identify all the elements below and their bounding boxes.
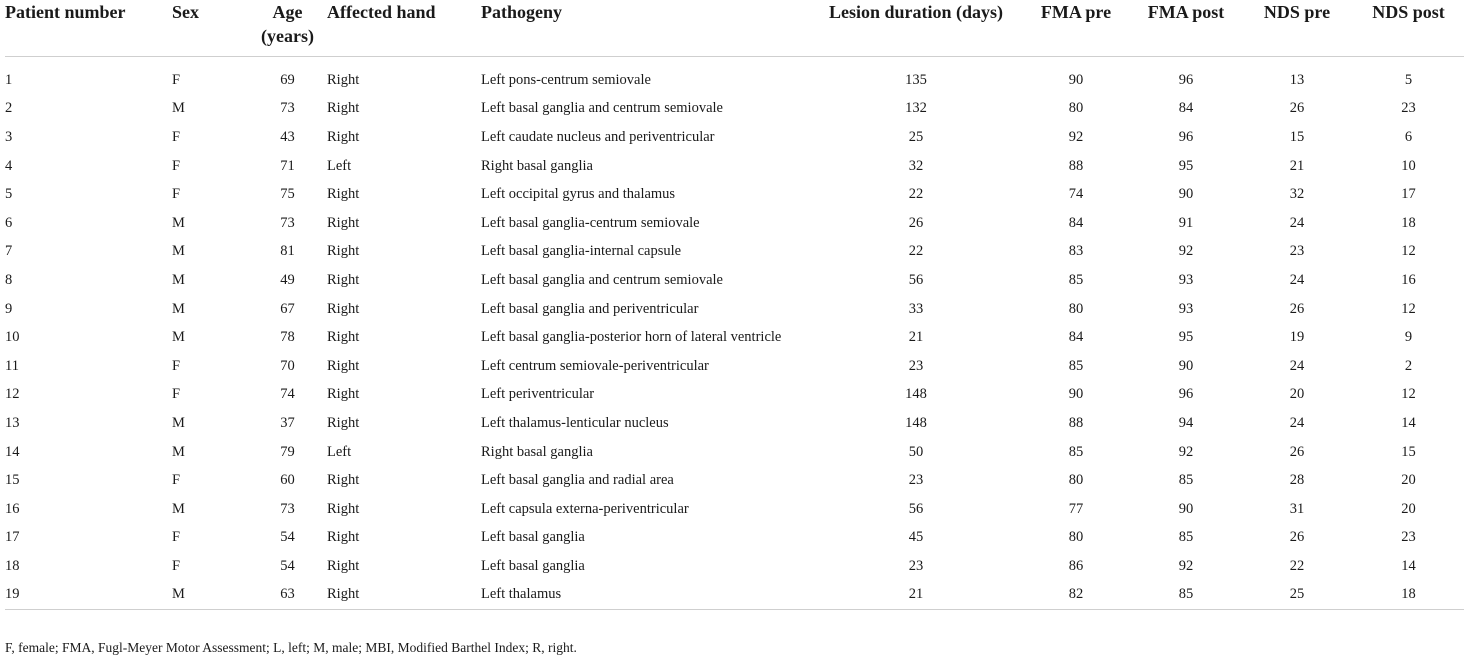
table-cell: 6 bbox=[5, 214, 13, 231]
table-cell: M bbox=[172, 271, 185, 288]
table-cell: 148 bbox=[905, 414, 927, 431]
table-cell: Left occipital gyrus and thalamus bbox=[481, 186, 676, 203]
table-cell: 37 bbox=[280, 414, 295, 431]
table-cell: Right bbox=[327, 271, 360, 288]
table-row bbox=[5, 238, 1464, 267]
table-cell: 80 bbox=[1068, 529, 1084, 546]
table-cell: 28 bbox=[1289, 472, 1305, 489]
header-row bbox=[5, 0, 1464, 57]
table-cell: 96 bbox=[1178, 128, 1194, 145]
table-cell: 73 bbox=[280, 500, 295, 517]
table-cell: Right bbox=[327, 71, 360, 88]
table-cell: 74 bbox=[1068, 186, 1084, 203]
table-cell: 14 bbox=[1401, 557, 1416, 574]
table-cell: 85 bbox=[1178, 472, 1194, 489]
table-cell: 14 bbox=[5, 443, 20, 460]
table-row bbox=[5, 180, 1464, 209]
table-cell: 79 bbox=[280, 443, 295, 460]
table-cell: 83 bbox=[1068, 243, 1084, 260]
table-cell: Left bbox=[327, 157, 352, 174]
table-cell: Left basal ganglia-internal capsule bbox=[481, 243, 682, 260]
table-row bbox=[5, 152, 1464, 181]
table-cell: F bbox=[172, 386, 181, 403]
table-row bbox=[5, 495, 1464, 524]
table-row bbox=[5, 524, 1464, 553]
table-cell: Right bbox=[327, 414, 360, 431]
table-cell: 85 bbox=[1068, 357, 1084, 374]
table-cell: 22 bbox=[908, 243, 924, 260]
table-cell: Left basal ganglia bbox=[481, 557, 585, 574]
table-cell: M bbox=[172, 100, 185, 117]
table-cell: Left basal ganglia and radial area bbox=[481, 472, 674, 489]
column-header: Age (years) bbox=[248, 0, 327, 57]
table-cell: Left bbox=[327, 443, 352, 460]
table-cell: 92 bbox=[1178, 443, 1194, 460]
table-cell: 18 bbox=[5, 557, 20, 574]
table-cell: 9 bbox=[1404, 329, 1413, 346]
table-cell: 60 bbox=[280, 472, 295, 489]
table-cell: M bbox=[172, 581, 248, 610]
table-row bbox=[5, 466, 1464, 495]
table-row bbox=[5, 323, 1464, 352]
table-cell: Right bbox=[327, 529, 360, 546]
table-cell: 77 bbox=[1068, 500, 1084, 517]
table-cell: 5 bbox=[5, 186, 13, 203]
table-cell: 22 bbox=[908, 186, 924, 203]
table-cell: 135 bbox=[905, 71, 927, 88]
table-row bbox=[5, 66, 1464, 95]
table-cell: 21 bbox=[1289, 157, 1305, 174]
table-cell: 86 bbox=[1068, 557, 1084, 574]
table-cell: 26 bbox=[1289, 100, 1305, 117]
table-cell: Right bbox=[327, 300, 360, 317]
table-cell: Right basal ganglia bbox=[481, 157, 593, 174]
table-cell: 25 bbox=[908, 128, 924, 145]
table-cell: F bbox=[172, 71, 181, 88]
table-cell: 2 bbox=[5, 100, 13, 117]
table-cell: 19 bbox=[5, 581, 172, 610]
table-cell: 43 bbox=[280, 128, 295, 145]
table-cell: 7 bbox=[5, 243, 13, 260]
table-cell: 93 bbox=[1178, 271, 1194, 288]
table-cell: 12 bbox=[5, 386, 20, 403]
table-cell: 84 bbox=[1068, 214, 1084, 231]
table-cell: 19 bbox=[1289, 329, 1305, 346]
table-cell: 90 bbox=[1178, 500, 1194, 517]
table-row bbox=[5, 381, 1464, 410]
table-cell: 16 bbox=[1401, 271, 1416, 288]
table-cell: Left basal ganglia and centrum semiovale bbox=[481, 100, 723, 117]
table-cell: 2 bbox=[1404, 357, 1413, 374]
table-cell: 85 bbox=[1131, 581, 1241, 610]
table-cell: 9 bbox=[5, 300, 13, 317]
table-cell: 84 bbox=[1068, 329, 1084, 346]
table-cell: Left centrum semiovale-periventricular bbox=[481, 357, 709, 374]
table-cell: Right bbox=[327, 214, 360, 231]
table-cell: 74 bbox=[280, 386, 295, 403]
table-cell: 45 bbox=[908, 529, 924, 546]
table-row bbox=[5, 438, 1464, 467]
table-row bbox=[5, 123, 1464, 152]
table-cell: 69 bbox=[280, 71, 295, 88]
table-cell: 15 bbox=[5, 472, 20, 489]
column-header: NDS post bbox=[1353, 0, 1464, 57]
column-header: Patient number bbox=[5, 0, 172, 57]
table-cell: Right basal ganglia bbox=[481, 443, 593, 460]
table-row bbox=[5, 581, 1464, 610]
table-cell: 63 bbox=[248, 581, 327, 610]
table-cell: 11 bbox=[5, 357, 19, 374]
table-cell: 90 bbox=[1068, 386, 1084, 403]
spacer-row bbox=[5, 57, 1464, 67]
table-row bbox=[5, 95, 1464, 124]
table-cell: 23 bbox=[1289, 243, 1305, 260]
table-cell: 16 bbox=[5, 500, 20, 517]
table-row bbox=[5, 552, 1464, 581]
table-cell: F bbox=[172, 186, 181, 203]
column-header: Sex bbox=[172, 0, 248, 57]
table-cell: 90 bbox=[1068, 71, 1084, 88]
table-cell: F bbox=[172, 557, 181, 574]
table-cell: 3 bbox=[5, 128, 13, 145]
column-header: Affected hand bbox=[327, 0, 481, 57]
table-cell: 78 bbox=[280, 329, 295, 346]
table-cell: 73 bbox=[280, 100, 295, 117]
table-cell: 12 bbox=[1401, 243, 1416, 260]
table-cell: 50 bbox=[908, 443, 924, 460]
table-cell: 91 bbox=[1178, 214, 1194, 231]
table-cell: M bbox=[172, 329, 185, 346]
table-cell: 23 bbox=[908, 357, 924, 374]
table-cell: 17 bbox=[5, 529, 20, 546]
table-cell: 13 bbox=[1289, 71, 1305, 88]
table-cell: Right bbox=[327, 243, 360, 260]
table-cell: 85 bbox=[1068, 271, 1084, 288]
table-cell: 95 bbox=[1178, 329, 1194, 346]
table-cell: 14 bbox=[1401, 414, 1416, 431]
table-cell: 56 bbox=[908, 271, 924, 288]
table-cell: 26 bbox=[1289, 529, 1305, 546]
table-cell: 18 bbox=[1353, 581, 1464, 610]
table-row bbox=[5, 409, 1464, 438]
table-cell: 96 bbox=[1178, 71, 1194, 88]
table-cell: 81 bbox=[280, 243, 295, 260]
table-cell: 23 bbox=[1401, 100, 1416, 117]
table-cell: Left basal ganglia-centrum semiovale bbox=[481, 214, 700, 231]
table-footnote: F, female; FMA, Fugl-Meyer Motor Assessment; L, left; M, male; MBI, Modified Barthel Index; R, right. bbox=[5, 640, 577, 655]
table-row bbox=[5, 266, 1464, 295]
table-cell: 23 bbox=[1401, 529, 1416, 546]
table-cell: 90 bbox=[1178, 357, 1194, 374]
table-cell: 26 bbox=[908, 214, 924, 231]
column-header: FMA post bbox=[1131, 0, 1241, 57]
table-cell: 32 bbox=[1289, 186, 1305, 203]
table-cell: 18 bbox=[1401, 214, 1416, 231]
table-cell: F bbox=[172, 529, 181, 546]
table-cell: 49 bbox=[280, 271, 295, 288]
table-cell: 26 bbox=[1289, 443, 1305, 460]
table-cell: 20 bbox=[1401, 472, 1416, 489]
table-cell: 88 bbox=[1068, 414, 1084, 431]
table-cell: 20 bbox=[1401, 500, 1416, 517]
table-cell: 132 bbox=[905, 100, 927, 117]
table-cell: M bbox=[172, 414, 185, 431]
table-cell: Left caudate nucleus and periventricular bbox=[481, 128, 715, 145]
table-cell: 21 bbox=[811, 581, 1021, 610]
table-cell: 8 bbox=[5, 271, 13, 288]
table-cell: Right bbox=[327, 500, 360, 517]
table-cell: 24 bbox=[1289, 271, 1305, 288]
table-cell: F bbox=[172, 472, 181, 489]
column-header: Lesion duration (days) bbox=[811, 0, 1021, 57]
table-cell: Left periventricular bbox=[481, 386, 595, 403]
table-cell: 70 bbox=[280, 357, 295, 374]
table-header bbox=[5, 0, 1464, 57]
table-cell: 32 bbox=[908, 157, 924, 174]
table-cell: 15 bbox=[1289, 128, 1305, 145]
table-cell: Left capsula externa-periventricular bbox=[481, 500, 689, 517]
table-cell: 84 bbox=[1178, 100, 1194, 117]
table-cell: 92 bbox=[1178, 243, 1194, 260]
table-cell: Left pons-centrum semiovale bbox=[481, 71, 651, 88]
table-cell: 4 bbox=[5, 157, 13, 174]
column-header: FMA pre bbox=[1021, 0, 1131, 57]
table-cell: 31 bbox=[1289, 500, 1305, 517]
table-cell: 15 bbox=[1401, 443, 1416, 460]
table-cell: 22 bbox=[1289, 557, 1305, 574]
table-cell: Left basal ganglia and centrum semiovale bbox=[481, 271, 723, 288]
table-cell: 73 bbox=[280, 214, 295, 231]
table-cell: 94 bbox=[1178, 414, 1194, 431]
table-cell: Right bbox=[327, 386, 360, 403]
table-cell: Right bbox=[327, 128, 360, 145]
table-cell: 80 bbox=[1068, 300, 1084, 317]
table-cell: 90 bbox=[1178, 186, 1194, 203]
table-cell: 10 bbox=[1401, 157, 1416, 174]
table-cell: 20 bbox=[1289, 386, 1305, 403]
table-cell: 12 bbox=[1401, 300, 1416, 317]
table-cell: Right bbox=[327, 581, 481, 610]
table-cell: 33 bbox=[908, 300, 924, 317]
table-cell: Right bbox=[327, 357, 360, 374]
table-cell: 24 bbox=[1289, 357, 1305, 374]
table-row bbox=[5, 352, 1464, 381]
table-cell: 6 bbox=[1404, 128, 1413, 145]
table-row bbox=[5, 295, 1464, 324]
table-cell: 12 bbox=[1401, 386, 1416, 403]
table-cell: 10 bbox=[5, 329, 20, 346]
column-header: Pathogeny bbox=[481, 0, 811, 57]
table-cell: 56 bbox=[908, 500, 924, 517]
table-cell: 67 bbox=[280, 300, 295, 317]
table-cell: 80 bbox=[1068, 100, 1084, 117]
table-cell: M bbox=[172, 300, 185, 317]
table-cell: 96 bbox=[1178, 386, 1194, 403]
table-cell: 13 bbox=[5, 414, 20, 431]
table-cell: M bbox=[172, 243, 185, 260]
table-cell: 54 bbox=[280, 557, 295, 574]
table-cell: F bbox=[172, 157, 181, 174]
table-cell: M bbox=[172, 214, 185, 231]
table-cell: Right bbox=[327, 472, 360, 489]
table-cell: 17 bbox=[1401, 186, 1416, 203]
table-cell: 82 bbox=[1021, 581, 1131, 610]
table-cell: 21 bbox=[908, 329, 924, 346]
table-cell: 25 bbox=[1241, 581, 1353, 610]
table-cell: 54 bbox=[280, 529, 295, 546]
table-cell: 148 bbox=[905, 386, 927, 403]
table-cell: 95 bbox=[1178, 157, 1194, 174]
patient-table bbox=[5, 0, 1464, 610]
table-cell: 93 bbox=[1178, 300, 1194, 317]
table-cell: 85 bbox=[1178, 529, 1194, 546]
table-cell: Left thalamus-lenticular nucleus bbox=[481, 414, 669, 431]
table-cell: 24 bbox=[1289, 214, 1305, 231]
table-cell: 92 bbox=[1068, 128, 1084, 145]
table-cell: 26 bbox=[1289, 300, 1305, 317]
table-cell: Left thalamus bbox=[481, 581, 811, 610]
table-cell: Right bbox=[327, 557, 360, 574]
table-cell: 23 bbox=[908, 557, 924, 574]
table-cell: 1 bbox=[5, 71, 13, 88]
table-cell: 71 bbox=[280, 157, 295, 174]
table-cell: Left basal ganglia and periventricular bbox=[481, 300, 699, 317]
table-cell: Right bbox=[327, 186, 360, 203]
table-cell: 88 bbox=[1068, 157, 1084, 174]
table-cell: 80 bbox=[1068, 472, 1084, 489]
table-cell: 24 bbox=[1289, 414, 1305, 431]
table-cell: 92 bbox=[1178, 557, 1194, 574]
table-cell: Right bbox=[327, 329, 360, 346]
table-cell: 85 bbox=[1068, 443, 1084, 460]
table-cell: 23 bbox=[908, 472, 924, 489]
table-cell: Left basal ganglia-posterior horn of lateral ventricle bbox=[481, 329, 782, 346]
table-row bbox=[5, 209, 1464, 238]
table-cell: M bbox=[172, 443, 185, 460]
table-cell: 5 bbox=[1404, 71, 1413, 88]
table-cell: Left basal ganglia bbox=[481, 529, 585, 546]
table-cell: 75 bbox=[280, 186, 295, 203]
table-cell: M bbox=[172, 500, 185, 517]
table-cell: F bbox=[172, 357, 181, 374]
table-body bbox=[5, 57, 1464, 610]
table-cell: Right bbox=[327, 100, 360, 117]
column-header: NDS pre bbox=[1241, 0, 1353, 57]
table-cell: F bbox=[172, 128, 181, 145]
